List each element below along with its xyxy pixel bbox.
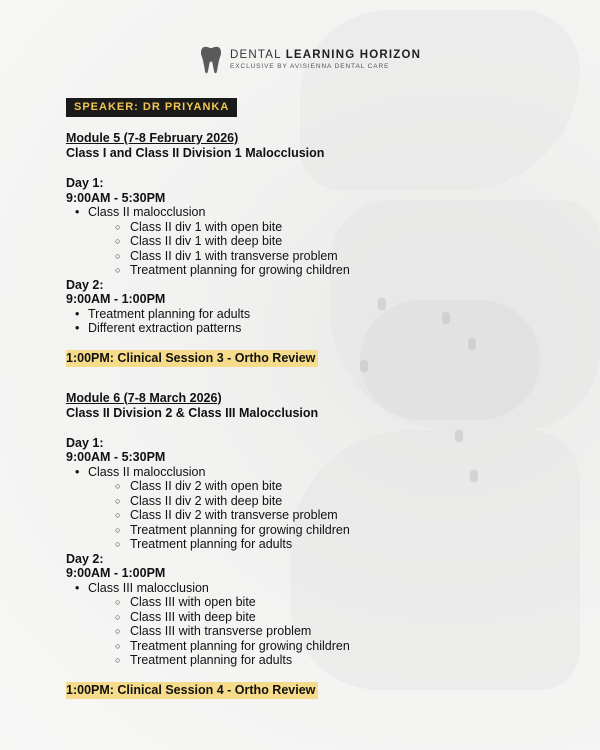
day-time: 9:00AM - 1:00PM <box>66 292 166 306</box>
subtopic-item: ○ Class II div 1 with deep bite <box>88 234 566 249</box>
topic-list <box>66 465 566 552</box>
subtopic-list <box>88 595 566 668</box>
day-label: Day 1: <box>66 176 104 190</box>
day-label: Day 1: <box>66 435 104 450</box>
subtopic-item: ○ Class II div 1 with open bite <box>88 220 566 235</box>
topic-item: • Class II malocclusion ○ Class II div 1 with open bite ○ Class II div 1 with deep bite ○ Class II div 1 with transverse problem ○ Treatment planning for growing children <box>66 205 566 278</box>
brand-logo <box>200 45 421 75</box>
subtopic-item: ○ Treatment planning for growing children <box>88 639 566 654</box>
subtopic-item: ○ Class III with deep bite <box>88 610 566 625</box>
module-title: Module 5 (7-8 February 2026) <box>66 131 239 145</box>
subtopic-item: ○ Treatment planning for adults <box>88 653 566 668</box>
topic-list <box>66 307 566 336</box>
module-subtitle: Class I and Class II Division 1 Malocclusion <box>66 146 325 160</box>
subtopic-item: ○ Class II div 2 with deep bite <box>88 494 566 509</box>
module-title: Module 6 (7-8 March 2026) <box>66 390 222 405</box>
topic-item: • Class III malocclusion ○ Class III with open bite ○ Class III with deep bite ○ Class III with transverse problem ○ Treatment planning for growing children ○ Treatment planning for adults <box>66 581 566 668</box>
subtopic-item: ○ Class III with transverse problem <box>88 624 566 639</box>
subtopic-list <box>88 220 566 278</box>
topic-item: • Treatment planning for adults <box>66 307 566 322</box>
speaker-badge: SPEAKER: DR PRIYANKA <box>66 98 237 117</box>
module-subtitle: Class II Division 2 & Class III Malocclusion <box>66 405 319 420</box>
clinical-session-highlight: 1:00PM: Clinical Session 3 - Ortho Review <box>66 350 318 367</box>
brand-tagline: EXCLUSIVE BY AVISIENNA DENTAL CARE <box>230 63 390 70</box>
tooth-icon <box>200 45 222 75</box>
brand-name: DENTAL LEARNING HORIZON <box>230 49 422 61</box>
topic-list <box>66 581 566 668</box>
subtopic-item: ○ Treatment planning for adults <box>88 537 566 552</box>
schedule-content <box>66 98 566 699</box>
day-time: 9:00AM - 1:00PM <box>66 566 166 580</box>
module-section <box>66 131 566 367</box>
topic-item: • Different extraction patterns <box>66 321 566 336</box>
subtopic-item: ○ Class II div 1 with transverse problem <box>88 249 566 264</box>
subtopic-list <box>88 479 566 552</box>
topic-list <box>66 205 566 278</box>
subtopic-item: ○ Treatment planning for growing children <box>88 263 566 278</box>
day-time: 9:00AM - 5:30PM <box>66 450 166 464</box>
topic-item: • Class II malocclusion ○ Class II div 2 with open bite ○ Class II div 2 with deep bite ○ Class II div 2 with transverse problem ○ Treatment planning for growing children ○ Treatment planning for adults <box>66 465 566 552</box>
subtopic-item: ○ Class III with open bite <box>88 595 566 610</box>
day-label: Day 2: <box>66 551 104 566</box>
subtopic-item: ○ Class II div 2 with transverse problem <box>88 508 566 523</box>
clinical-session-highlight: 1:00PM: Clinical Session 4 - Ortho Review <box>66 682 318 699</box>
module-section <box>66 391 566 699</box>
day-label: Day 2: <box>66 277 104 292</box>
day-time: 9:00AM - 5:30PM <box>66 190 166 205</box>
subtopic-item: ○ Treatment planning for growing children <box>88 523 566 538</box>
subtopic-item: ○ Class II div 2 with open bite <box>88 479 566 494</box>
